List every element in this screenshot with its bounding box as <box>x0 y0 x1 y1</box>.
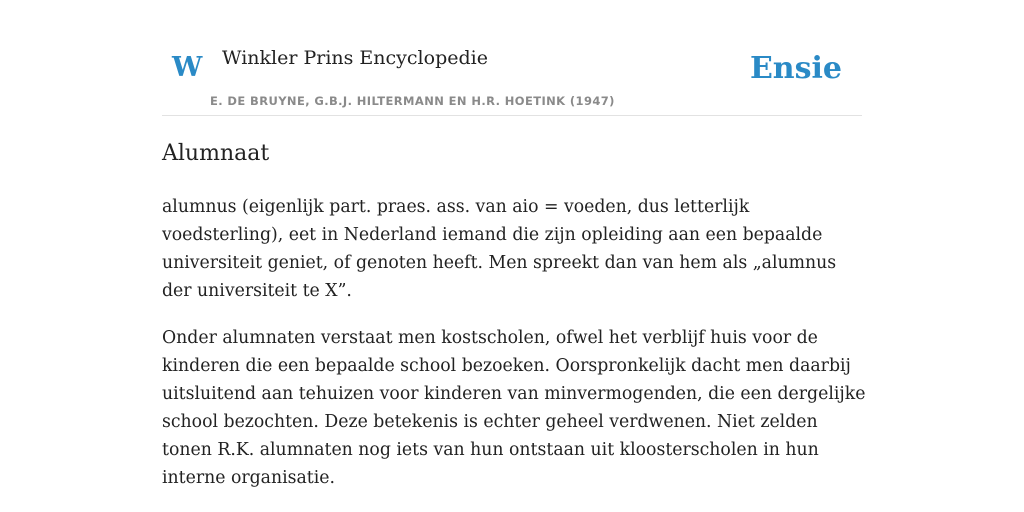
site-header <box>162 40 862 116</box>
encyclopedia-logo-icon[interactable]: W <box>172 52 203 83</box>
encyclopedia-title[interactable]: Winkler Prins Encyclopedie <box>222 47 488 69</box>
article-paragraph: alumnus (eigenlijk part. praes. ass. van aio = voeden, dus letterlijk voedsterling), eet in Nederland iemand die zijn opleiding aan een bepaalde universiteit geniet, of genoten heeft. Men spreekt dan van hem als „alumnus der universiteit te X”. <box>162 197 837 301</box>
ensie-brand-link[interactable]: Ensie <box>749 51 842 86</box>
encyclopedia-authors: E. DE BRUYNE, G.B.J. HILTERMANN EN H.R. HOETINK (1947) <box>210 94 615 108</box>
article-paragraph: Onder alumnaten verstaat men kostscholen, ofwel het verblijf huis voor de kinderen die een bepaalde school bezoeken. Oorspronkelijk dacht men daarbij uitsluitend aan tehuizen voor kinderen van minvermogenden, die een dergelijke school bezochten. Deze betekenis is echter geheel verdwenen. Niet zelden tonen R.K. alumnaten nog iets van hun ontstaan uit kloosterscholen in hun interne organisatie. <box>162 328 866 488</box>
article-body <box>162 193 866 511</box>
article-headword: Alumnaat <box>162 141 270 166</box>
